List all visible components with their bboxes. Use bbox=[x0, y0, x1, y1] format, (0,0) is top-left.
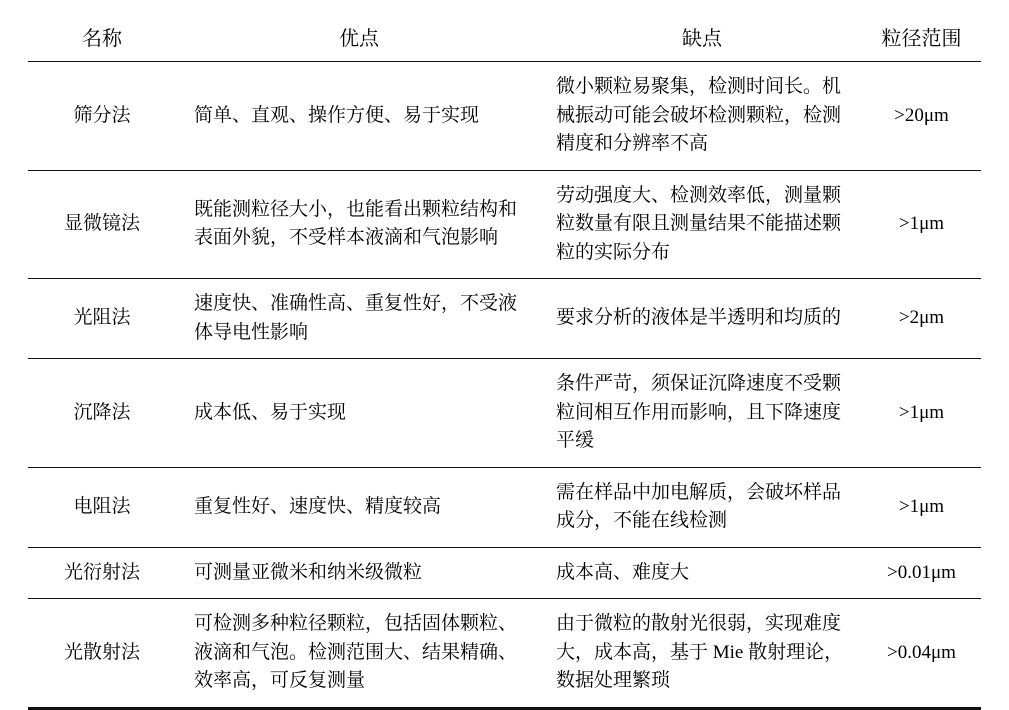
cell-method-name: 电阻法 bbox=[28, 467, 176, 547]
column-header-name: 名称 bbox=[28, 12, 176, 62]
table-row bbox=[28, 599, 981, 707]
cell-disadvantages: 条件严苛，须保证沉降速度不受颗粒间相互作用而影响，且下降速度平缓 bbox=[542, 359, 862, 468]
cell-advantages: 成本低、易于实现 bbox=[176, 359, 542, 468]
cell-method-name: 光散射法 bbox=[63, 641, 140, 663]
cell-advantages: 速度快、准确性高、重复性好，不受液体导电性影响 bbox=[176, 279, 542, 359]
particle-size-methods-table bbox=[28, 12, 981, 707]
cell-size-range: >0.04μm bbox=[887, 641, 956, 663]
cell-method-name: 沉降法 bbox=[28, 359, 176, 468]
cell-method-name: 筛分法 bbox=[28, 62, 176, 171]
table-row bbox=[28, 62, 981, 171]
table-bottom-rule bbox=[28, 707, 981, 710]
cell-method-name: 显微镜法 bbox=[28, 170, 176, 279]
table-row bbox=[28, 467, 981, 547]
table-body bbox=[28, 62, 981, 707]
document-page bbox=[0, 12, 1009, 691]
cell-size-range: >2μm bbox=[862, 279, 981, 359]
cell-method-name: 光阻法 bbox=[28, 279, 176, 359]
table-row bbox=[28, 279, 981, 359]
cell-advantages: 简单、直观、操作方便、易于实现 bbox=[176, 62, 542, 171]
cell-disadvantages: 成本高、难度大 bbox=[542, 547, 862, 599]
table-row bbox=[28, 170, 981, 279]
cell-disadvantages: 微小颗粒易聚集，检测时间长。机械振动可能会破坏检测颗粒，检测精度和分辨率不高 bbox=[542, 62, 862, 171]
table-header-row bbox=[28, 12, 981, 62]
cell-disadvantages: 要求分析的液体是半透明和均质的 bbox=[542, 279, 862, 359]
cell-disadvantages: 需在样品中加电解质，会破坏样品成分，不能在线检测 bbox=[542, 467, 862, 547]
table-row bbox=[28, 547, 981, 599]
cell-size-range: >1μm bbox=[862, 170, 981, 279]
column-header-pros: 优点 bbox=[176, 12, 542, 62]
cell-advantages: 可检测多种粒径颗粒，包括固体颗粒、液滴和气泡。检测范围大、结果精确、效率高，可反复测量 bbox=[194, 613, 518, 691]
cell-advantages: 既能测粒径大小，也能看出颗粒结构和表面外貌，不受样本液滴和气泡影响 bbox=[176, 170, 542, 279]
cell-size-range: >1μm bbox=[862, 467, 981, 547]
table-row bbox=[28, 359, 981, 468]
cell-method-name: 光衍射法 bbox=[28, 547, 176, 599]
column-header-range: 粒径范围 bbox=[862, 12, 981, 62]
cell-advantages: 重复性好、速度快、精度较高 bbox=[176, 467, 542, 547]
cell-advantages: 可测量亚微米和纳米级微粒 bbox=[176, 547, 542, 599]
cell-size-range: >0.01μm bbox=[862, 547, 981, 599]
cell-disadvantages: 劳动强度大、检测效率低，测量颗粒数量有限且测量结果不能描述颗粒的实际分布 bbox=[542, 170, 862, 279]
cell-size-range: >1μm bbox=[862, 359, 981, 468]
cell-size-range: >20μm bbox=[862, 62, 981, 171]
cell-disadvantages: 由于微粒的散射光很弱，实现难度大，成本高，基于 Mie 散射理论，数据处理繁琐 bbox=[556, 613, 844, 691]
table-header bbox=[28, 12, 981, 62]
column-header-cons: 缺点 bbox=[542, 12, 862, 62]
